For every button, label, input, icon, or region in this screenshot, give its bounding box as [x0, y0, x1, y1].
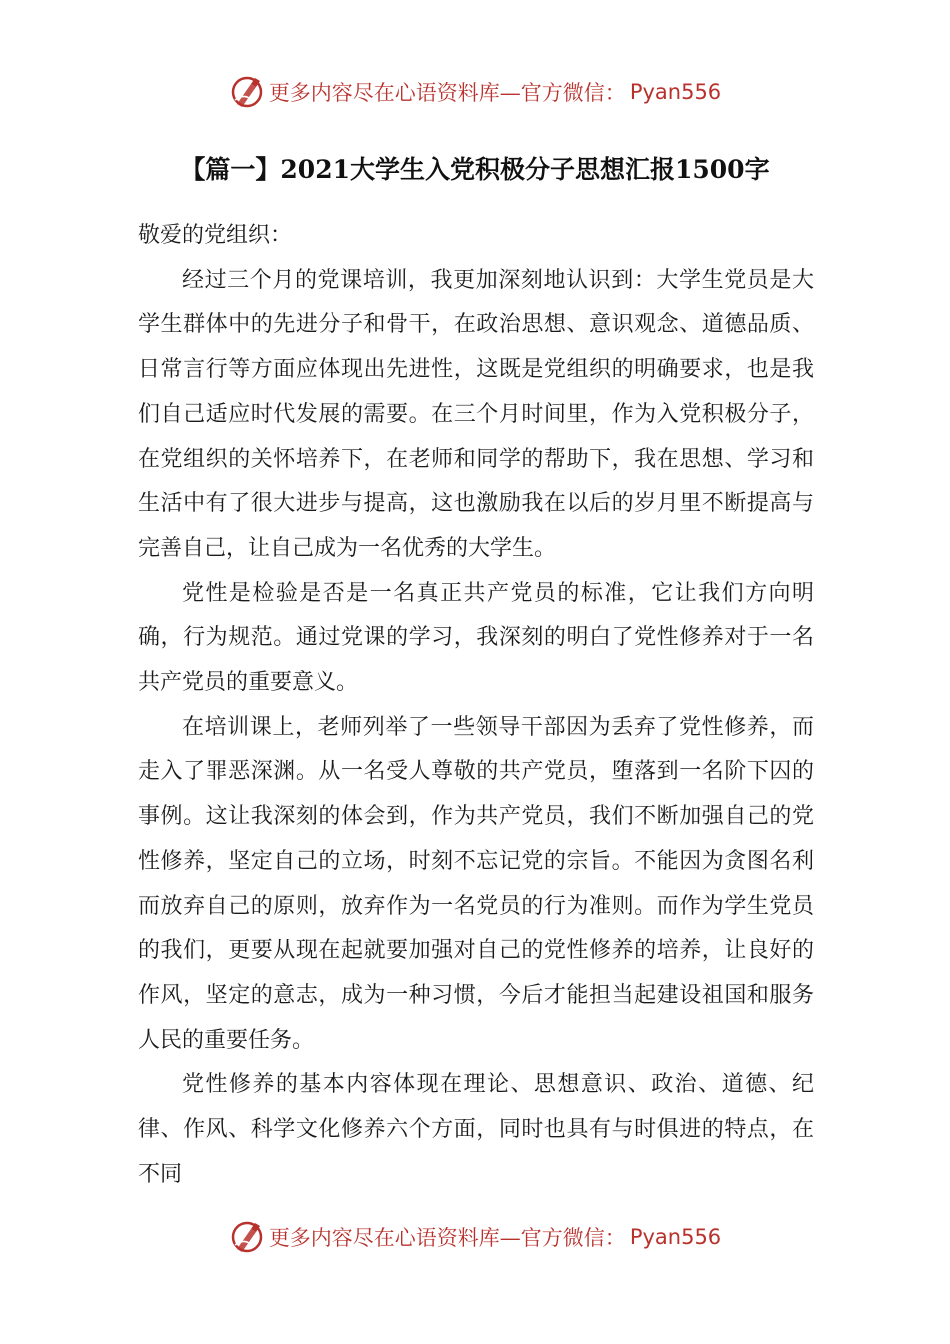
pen-nib-logo-icon	[229, 74, 265, 110]
paragraph: 党性是检验是否是一名真正共产党员的标准，它让我们方向明确，行为规范。通过党课的学习，我深刻的明白了党性修养对于一名共产党员的重要意义。	[138, 580, 814, 696]
pen-nib-logo-icon	[229, 1219, 265, 1255]
banner-contact: Pyan556	[629, 80, 722, 104]
document-body	[138, 214, 814, 1197]
paragraph: 党性修养的基本内容体现在理论、思想意识、政治、道德、纪律、作风、科学文化修养六个方面，同时也具有与时俱进的特点，在不同	[138, 1072, 814, 1187]
banner-text: 更多内容尽在心语资料库—官方微信：	[268, 1226, 626, 1250]
footer-banner	[0, 1217, 950, 1257]
header-banner	[0, 72, 950, 112]
banner-text: 更多内容尽在心语资料库—官方微信：	[268, 81, 626, 105]
salutation: 敬爱的党组织：	[138, 223, 293, 248]
paragraph: 在培训课上，老师列举了一些领导干部因为丢弃了党性修养，而走入了罪恶深渊。从一名受人尊敬的共产党员，堕落到一名阶下囚的事例。这让我深刻的体会到，作为共产党员，我们不断加强自己的党性修养，坚定自己的立场，时刻不忘记党的宗旨。不能因为贪图名利而放弃自己的原则，放弃作为一名党员的行为准则。而作为学生党员的我们，更要从现在起就要加强对自己的党性修养的培养，让良好的作风，坚定的意志，成为一种习惯，今后才能担当起建设祖国和服务人民的重要任务。	[138, 714, 814, 1053]
banner-contact: Pyan556	[629, 1225, 722, 1249]
page-title: 【篇一】2021大学生入党积极分子思想汇报1500字	[180, 155, 770, 184]
paragraph: 经过三个月的党课培训，我更加深刻地认识到：大学生党员是大学生群体中的先进分子和骨干，在政治思想、意识观念、道德品质、日常言行等方面应体现出先进性，这既是党组织的明确要求，也是我们自己适应时代发展的需要。在三个月时间里，作为入党积极分子，在党组织的关怀培养下，在老师和同学的帮助下，我在思想、学习和生活中有了很大进步与提高，这也激励我在以后的岁月里不断提高与完善自己，让自己成为一名优秀的大学生。	[138, 267, 814, 561]
